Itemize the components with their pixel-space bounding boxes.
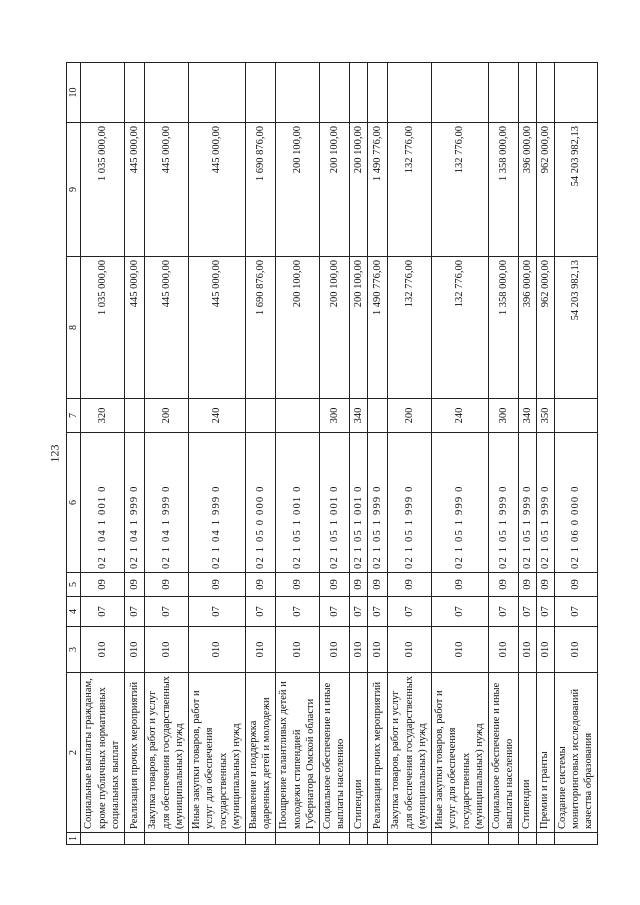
header-cell: 1 <box>67 833 81 845</box>
table-row <box>349 63 367 845</box>
table-cell: 09 <box>387 573 431 597</box>
table-cell <box>189 63 246 123</box>
row-name-cell: Социальное обеспечение и иные выплаты населению <box>488 673 518 833</box>
table-cell: 02 1 05 1 999 0 <box>518 433 536 573</box>
header-cell: 3 <box>67 627 81 673</box>
table-cell: 02 1 04 1 999 0 <box>125 433 145 573</box>
table-cell <box>189 833 246 845</box>
header-cell: 6 <box>67 433 81 573</box>
row-name-cell: Стипендии <box>349 673 367 833</box>
table-cell: 962 000,00 <box>536 257 554 399</box>
table-cell: 010 <box>554 627 597 673</box>
table-cell <box>488 63 518 123</box>
table-cell: 445 000,00 <box>145 123 189 257</box>
table-cell <box>554 63 597 123</box>
table-cell: 010 <box>349 627 367 673</box>
table-cell <box>536 63 554 123</box>
table-cell <box>125 63 145 123</box>
table-cell: 02 1 05 1 001 0 <box>349 433 367 573</box>
table-cell: 010 <box>145 627 189 673</box>
table-row <box>518 63 536 845</box>
table-cell: 445 000,00 <box>145 257 189 399</box>
table-cell: 09 <box>81 573 125 597</box>
table-cell: 09 <box>245 573 275 597</box>
table-cell: 200 <box>145 399 189 433</box>
table-cell: 350 <box>536 399 554 433</box>
table-row <box>125 63 145 845</box>
table-body <box>81 63 598 845</box>
table-cell: 010 <box>125 627 145 673</box>
table-cell <box>367 399 387 433</box>
table-cell: 1 358 000,00 <box>488 123 518 257</box>
table-cell: 09 <box>488 573 518 597</box>
table-cell: 07 <box>367 597 387 627</box>
row-name-cell: Стипендии <box>518 673 536 833</box>
table-cell <box>488 833 518 845</box>
table-cell <box>518 63 536 123</box>
table-cell: 320 <box>81 399 125 433</box>
table-cell: 07 <box>488 597 518 627</box>
table-cell: 300 <box>319 399 349 433</box>
table-row <box>245 63 275 845</box>
table-cell <box>245 399 275 433</box>
table-cell: 1 690 876,00 <box>245 123 275 257</box>
table-cell: 340 <box>349 399 367 433</box>
table-cell: 09 <box>319 573 349 597</box>
table-cell: 54 203 982,13 <box>554 257 597 399</box>
row-name-cell: Выявление и поддержка одаренных детей и молодежи <box>245 673 275 833</box>
table-cell: 1 358 000,00 <box>488 257 518 399</box>
table-cell: 07 <box>245 597 275 627</box>
header-row <box>67 63 81 845</box>
table-row <box>536 63 554 845</box>
table-cell <box>387 63 431 123</box>
table-cell: 09 <box>431 573 488 597</box>
row-name-cell: Иные закупки товаров, работ и услуг для обеспечения государственных (муниципальных) нужд <box>189 673 246 833</box>
table-row <box>81 63 125 845</box>
table-cell: 200 100,00 <box>319 257 349 399</box>
table-cell: 02 1 05 1 001 0 <box>319 433 349 573</box>
table-cell <box>387 833 431 845</box>
table-cell <box>275 63 319 123</box>
table-cell <box>554 833 597 845</box>
header-cell: 2 <box>67 673 81 833</box>
table-cell: 200 100,00 <box>319 123 349 257</box>
table-cell: 07 <box>431 597 488 627</box>
table-cell <box>125 399 145 433</box>
table-row <box>431 63 488 845</box>
header-cell: 9 <box>67 123 81 257</box>
table-cell: 09 <box>554 573 597 597</box>
table-cell: 200 100,00 <box>275 123 319 257</box>
table-cell <box>245 833 275 845</box>
row-name-cell: Закупка товаров, работ и услуг для обеспечения государственных (муниципальных) нужд <box>387 673 431 833</box>
table-cell: 02 1 05 1 999 0 <box>367 433 387 573</box>
row-name-cell: Закупка товаров, работ и услуг для обеспечения государственных (муниципальных) нужд <box>145 673 189 833</box>
row-name-cell: Реализация прочих мероприятий <box>367 673 387 833</box>
table-cell <box>275 399 319 433</box>
table-cell: 02 1 04 1 999 0 <box>189 433 246 573</box>
table-cell: 010 <box>488 627 518 673</box>
table-cell: 132 776,00 <box>431 257 488 399</box>
table-cell: 07 <box>81 597 125 627</box>
table-cell: 1 035 000,00 <box>81 123 125 257</box>
page-number: 123 <box>47 444 62 463</box>
table-cell <box>319 833 349 845</box>
table-cell: 396 000,00 <box>518 257 536 399</box>
table-cell: 02 1 05 1 999 0 <box>431 433 488 573</box>
table-row <box>554 63 597 845</box>
table-cell <box>245 63 275 123</box>
row-name-cell: Поощрение талантливых детей и молодежи стипендией Губернатора Омской области <box>275 673 319 833</box>
table-cell: 02 1 04 1 999 0 <box>145 433 189 573</box>
table-cell: 200 100,00 <box>349 123 367 257</box>
table-cell: 010 <box>518 627 536 673</box>
table-cell: 09 <box>275 573 319 597</box>
table-row <box>387 63 431 845</box>
table-cell <box>349 63 367 123</box>
row-name-cell: Создание системы мониторинговых исследований качества образования <box>554 673 597 833</box>
table-cell: 445 000,00 <box>125 257 145 399</box>
table-cell <box>367 833 387 845</box>
table-cell: 132 776,00 <box>387 257 431 399</box>
header-cell: 10 <box>67 63 81 123</box>
table-cell: 010 <box>367 627 387 673</box>
table-cell: 09 <box>189 573 246 597</box>
table-cell: 07 <box>319 597 349 627</box>
row-name-cell: Премии и гранты <box>536 673 554 833</box>
table-cell: 09 <box>145 573 189 597</box>
table-cell: 02 1 06 0 000 0 <box>554 433 597 573</box>
table-cell: 07 <box>189 597 246 627</box>
table-cell: 132 776,00 <box>387 123 431 257</box>
table-cell <box>81 63 125 123</box>
table-cell <box>367 63 387 123</box>
table-cell: 010 <box>245 627 275 673</box>
table-cell <box>275 833 319 845</box>
table-cell: 07 <box>536 597 554 627</box>
table-cell: 09 <box>367 573 387 597</box>
table-cell: 010 <box>81 627 125 673</box>
table-row <box>319 63 349 845</box>
table-cell: 1 690 876,00 <box>245 257 275 399</box>
table-cell: 445 000,00 <box>189 257 246 399</box>
table-cell: 300 <box>488 399 518 433</box>
budget-table <box>66 62 598 845</box>
table-cell: 07 <box>554 597 597 627</box>
table-cell: 07 <box>145 597 189 627</box>
table-cell: 445 000,00 <box>125 123 145 257</box>
table-cell <box>536 833 554 845</box>
table-cell: 02 1 05 1 999 0 <box>536 433 554 573</box>
table-cell <box>518 833 536 845</box>
table-cell <box>349 833 367 845</box>
table-cell: 02 1 04 1 001 0 <box>81 433 125 573</box>
table-cell: 200 100,00 <box>275 257 319 399</box>
table-cell: 1 035 000,00 <box>81 257 125 399</box>
table-cell: 07 <box>349 597 367 627</box>
table-cell <box>554 399 597 433</box>
table-row <box>367 63 387 845</box>
row-name-cell: Иные закупки товаров, работ и услуг для обеспечения государственных (муниципальных) нужд <box>431 673 488 833</box>
table-cell: 09 <box>349 573 367 597</box>
table-cell: 200 <box>387 399 431 433</box>
table-row <box>189 63 246 845</box>
header-cell: 4 <box>67 597 81 627</box>
table-cell <box>431 63 488 123</box>
table-cell: 962 000,00 <box>536 123 554 257</box>
rotated-table-wrapper <box>66 63 595 845</box>
table-cell: 010 <box>275 627 319 673</box>
row-name-cell: Реализация прочих мероприятий <box>125 673 145 833</box>
table-cell: 010 <box>431 627 488 673</box>
table-cell: 09 <box>125 573 145 597</box>
table-cell: 010 <box>387 627 431 673</box>
table-row <box>145 63 189 845</box>
table-cell: 340 <box>518 399 536 433</box>
table-row <box>488 63 518 845</box>
table-cell: 445 000,00 <box>189 123 246 257</box>
row-name-cell: Социальные выплаты гражданам, кроме публичных нормативных социальных выплат <box>81 673 125 833</box>
table-cell: 240 <box>189 399 246 433</box>
header-cell: 5 <box>67 573 81 597</box>
table-cell <box>319 63 349 123</box>
table-row <box>275 63 319 845</box>
table-cell: 54 203 982,13 <box>554 123 597 257</box>
table-cell: 396 000,00 <box>518 123 536 257</box>
table-cell: 02 1 05 0 000 0 <box>245 433 275 573</box>
table-cell: 1 490 776,00 <box>367 257 387 399</box>
table-cell <box>125 833 145 845</box>
table-cell: 09 <box>536 573 554 597</box>
table-cell: 010 <box>319 627 349 673</box>
table-cell <box>431 833 488 845</box>
table-cell: 02 1 05 1 999 0 <box>488 433 518 573</box>
table-cell: 07 <box>518 597 536 627</box>
table-cell: 132 776,00 <box>431 123 488 257</box>
table-cell: 010 <box>189 627 246 673</box>
table-cell: 02 1 05 1 999 0 <box>387 433 431 573</box>
table-cell: 07 <box>387 597 431 627</box>
table-cell: 07 <box>275 597 319 627</box>
table-cell <box>81 833 125 845</box>
table-cell: 09 <box>518 573 536 597</box>
table-cell: 1 490 776,00 <box>367 123 387 257</box>
table-cell: 200 100,00 <box>349 257 367 399</box>
table-cell: 010 <box>536 627 554 673</box>
row-name-cell: Социальное обеспечение и иные выплаты населению <box>319 673 349 833</box>
table-cell: 07 <box>125 597 145 627</box>
table-cell <box>145 833 189 845</box>
header-cell: 8 <box>67 257 81 399</box>
header-cell: 7 <box>67 399 81 433</box>
table-cell: 02 1 05 1 001 0 <box>275 433 319 573</box>
table-cell: 240 <box>431 399 488 433</box>
table-cell <box>145 63 189 123</box>
